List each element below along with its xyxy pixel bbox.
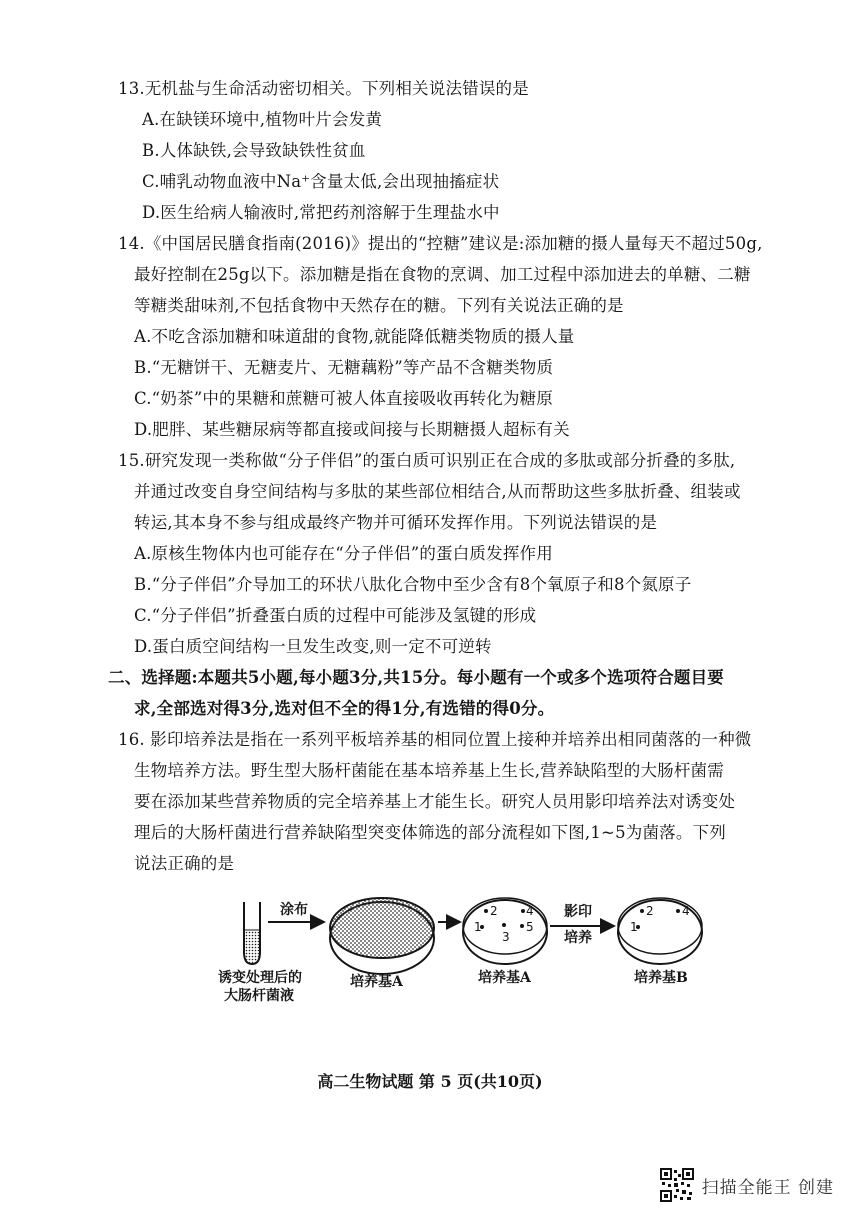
q16-stem-line-3: 要在添加某些营养物质的完全培养基上才能生长。研究人员用影印培养法对诱变处	[134, 792, 736, 811]
tube-label-line-2: 大肠杆菌液	[224, 988, 294, 1004]
q13-stem: 13.无机盐与生命活动密切相关。下列相关说法错误的是	[118, 79, 529, 98]
plate-3-colony-4: 4	[682, 904, 690, 918]
q15-option-c: C.“分子伴侣”折叠蛋白质的过程中可能涉及氢键的形成	[134, 606, 537, 625]
q13-option-b: B.人体缺铁,会导致缺铁性贫血	[142, 141, 366, 160]
q14-stem-line-1: 14.《中国居民膳食指南(2016)》提出的“控糖”建议是:添加糖的摄人量每天不超过50g,	[118, 234, 763, 253]
plate-3-colony-2: 2	[646, 904, 654, 918]
q13-option-a: A.在缺镁环境中,植物叶片会发黄	[142, 110, 383, 129]
q15-stem-line-1: 15.研究发现一类称做“分子伴侣”的蛋白质可识别正在合成的多肽或部分折叠的多肽,	[118, 451, 736, 470]
qr-code-icon	[660, 1168, 694, 1202]
plate-2-colony-3: 3	[502, 930, 510, 944]
plate-3-label: 培养基B	[634, 970, 688, 986]
step-2-label-line-2: 培养	[564, 930, 592, 946]
petri-dish-1	[330, 898, 434, 974]
q15-stem-line-2: 并通过改变自身空间结构与多肽的某些部位相结合,从而帮助这些多肽折叠、组装或	[134, 482, 741, 501]
q15-option-b: B.“分子伴侣”介导加工的环状八肽化合物中至少含有8个氧原子和8个氮原子	[134, 575, 692, 594]
tube-label-line-1: 诱变处理后的	[218, 970, 302, 986]
q16-stem-line-5: 说法正确的是	[134, 854, 235, 873]
q14-option-c: C.“奶茶”中的果糖和蔗糖可被人体直接吸收再转化为糖原	[134, 389, 554, 408]
plate-2-colony-4: 4	[526, 904, 534, 918]
replica-plating-diagram	[200, 880, 720, 1010]
q16-stem-line-4: 理后的大肠杆菌进行营养缺陷型突变体筛选的部分流程如下图,1~5为菌落。下列	[134, 823, 726, 842]
plate-1-label: 培养基A	[350, 974, 403, 990]
q14-option-a: A.不吃含添加糖和味道甜的食物,就能降低糖类物质的摄人量	[134, 327, 575, 346]
q15-stem-line-3: 转运,其本身不参与组成最终产物并可循环发挥作用。下列说法错误的是	[134, 513, 658, 532]
q13-option-d: D.医生给病人输液时,常把药剂溶解于生理盐水中	[142, 203, 500, 222]
test-tube-icon	[244, 902, 260, 964]
plate-2-colony-1: 1	[474, 920, 482, 934]
q16-stem-line-2: 生物培养方法。野生型大肠杆菌能在基本培养基上生长,营养缺陷型的大肠杆菌需	[134, 761, 724, 780]
step-1-label: 涂布	[280, 902, 308, 918]
q15-option-a: A.原核生物体内也可能存在“分子伴侣”的蛋白质发挥作用	[134, 544, 553, 563]
replica-plating-svg	[200, 880, 720, 1010]
q14-stem-line-3: 等糖类甜味剂,不包括食物中天然存在的糖。下列有关说法正确的是	[134, 296, 624, 315]
q14-option-d: D.肥胖、某些糖尿病等都直接或间接与长期糖摄人超标有关	[134, 420, 570, 439]
q14-stem-line-2: 最好控制在25g以下。添加糖是指在食物的烹调、加工过程中添加进去的单糖、二糖	[134, 265, 751, 284]
q16-stem-line-1: 16. 影印培养法是指在一系列平板培养基的相同位置上接种并培养出相同菌落的一种微	[118, 730, 752, 749]
page-footer: 高二生物试题 第 5 页(共10页)	[317, 1072, 543, 1091]
plate-2-colony-5: 5	[526, 920, 534, 934]
step-2-label-line-1: 影印	[564, 904, 592, 920]
plate-3-colony-1: 1	[630, 920, 638, 934]
plate-2-colony-2: 2	[490, 904, 498, 918]
section-2-heading-line-1: 二、选择题:本题共5小题,每小题3分,共15分。每小题有一个或多个选项符合题目要	[108, 668, 725, 687]
q15-option-d: D.蛋白质空间结构一旦发生改变,则一定不可逆转	[134, 637, 492, 656]
q13-option-c: C.哺乳动物血液中Na⁺含量太低,会出现抽搐症状	[142, 172, 500, 191]
watermark-text: 扫描全能王 创建	[701, 1177, 834, 1198]
plate-2-label: 培养基A	[478, 970, 531, 986]
scanner-watermark	[660, 1168, 834, 1202]
section-2-heading-line-2: 求,全部选对得3分,选对但不全的得1分,有选错的得0分。	[134, 699, 555, 718]
q14-option-b: B.“无糖饼干、无糖麦片、无糖藕粉”等产品不含糖类物质	[134, 358, 554, 377]
